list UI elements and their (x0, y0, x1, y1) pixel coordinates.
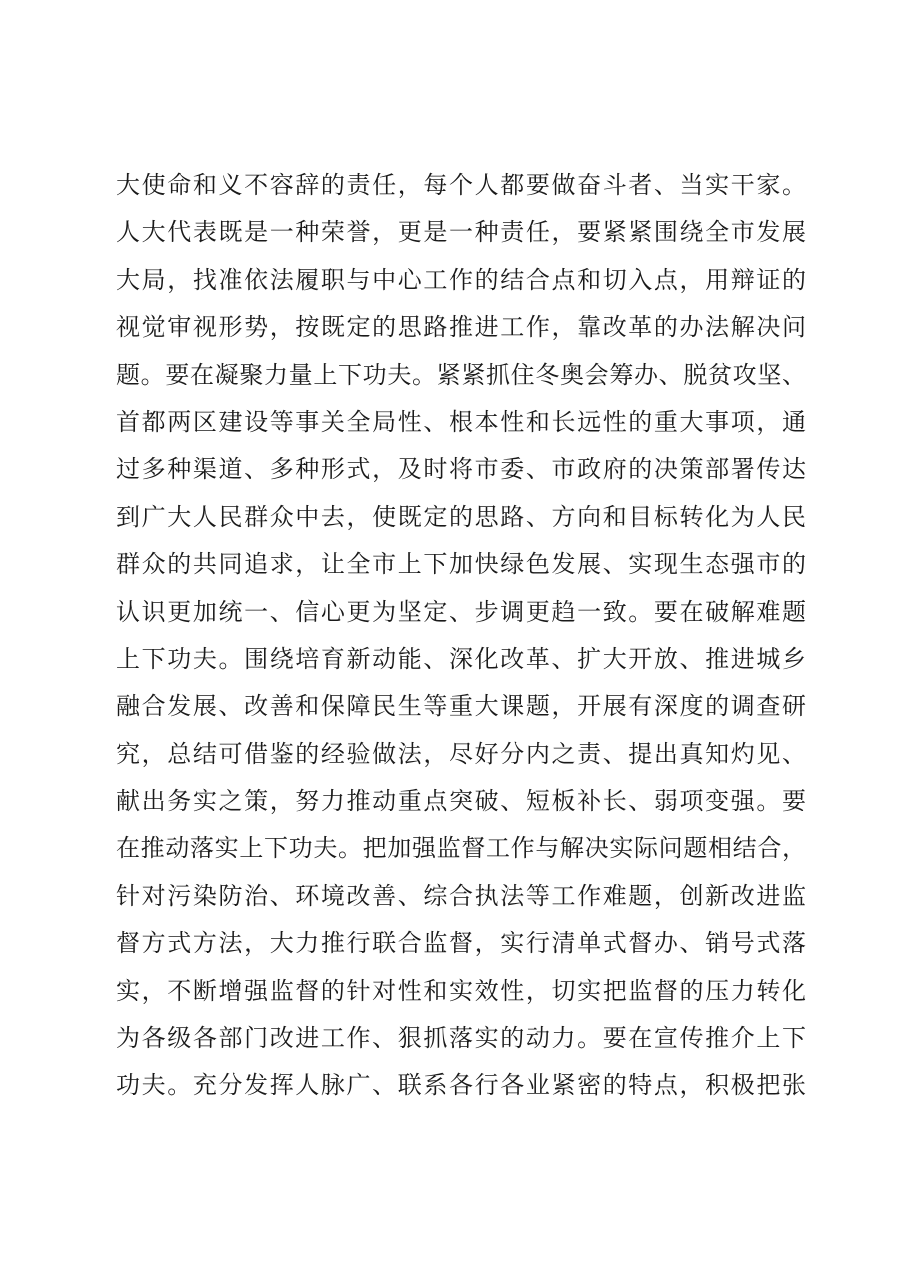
text-line: 大局，找准依法履职与中心工作的结合点和切入点，用辩证的 (116, 265, 806, 294)
text-line: 督方式方法，大力推行联合监督，实行清单式督办、销号式落 (116, 929, 806, 958)
text-line: 过多种渠道、多种形式，及时将市委、市政府的决策部署传达 (116, 455, 806, 484)
body-paragraph (116, 162, 806, 1110)
text-line: 在推动落实上下功夫。把加强监督工作与解决实际问题相结合， (116, 834, 806, 863)
text-line: 题。要在凝聚力量上下功夫。紧紧抓住冬奥会筹办、脱贫攻坚、 (116, 360, 806, 389)
text-line: 人大代表既是一种荣誉，更是一种责任，要紧紧围绕全市发展 (116, 218, 806, 247)
text-line: 针对污染防治、环境改善、综合执法等工作难题，创新改进监 (116, 881, 806, 910)
text-line: 大使命和义不容辞的责任，每个人都要做奋斗者、当实干家。 (116, 171, 806, 199)
text-line: 献出务实之策，努力推动重点突破、短板补长、弱项变强。要 (116, 787, 806, 816)
text-line: 融合发展、改善和保障民生等重大课题，开展有深度的调查研 (116, 692, 806, 721)
text-line: 首都两区建设等事关全局性、根本性和长远性的重大事项，通 (116, 407, 806, 436)
text-line: 群众的共同追求，让全市上下加快绿色发展、实现生态强市的 (116, 550, 806, 579)
text-line: 到广大人民群众中去，使既定的思路、方向和目标转化为人民 (116, 502, 806, 531)
text-line: 究，总结可借鉴的经验做法，尽好分内之责、提出真知灼见、 (116, 739, 806, 768)
text-line: 视觉审视形势，按既定的思路推进工作，靠改革的办法解决问 (116, 313, 806, 342)
text-line: 为各级各部门改进工作、狠抓落实的动力。要在宣传推介上下 (116, 1024, 806, 1053)
text-line: 认识更加统一、信心更为坚定、步调更趋一致。要在破解难题 (116, 597, 806, 626)
text-line: 上下功夫。围绕培育新动能、深化改革、扩大开放、推进城乡 (116, 644, 806, 673)
text-line: 功夫。充分发挥人脉广、联系各行各业紧密的特点，积极把张 (116, 1071, 806, 1100)
text-line: 实，不断增强监督的针对性和实效性，切实把监督的压力转化 (116, 976, 806, 1005)
